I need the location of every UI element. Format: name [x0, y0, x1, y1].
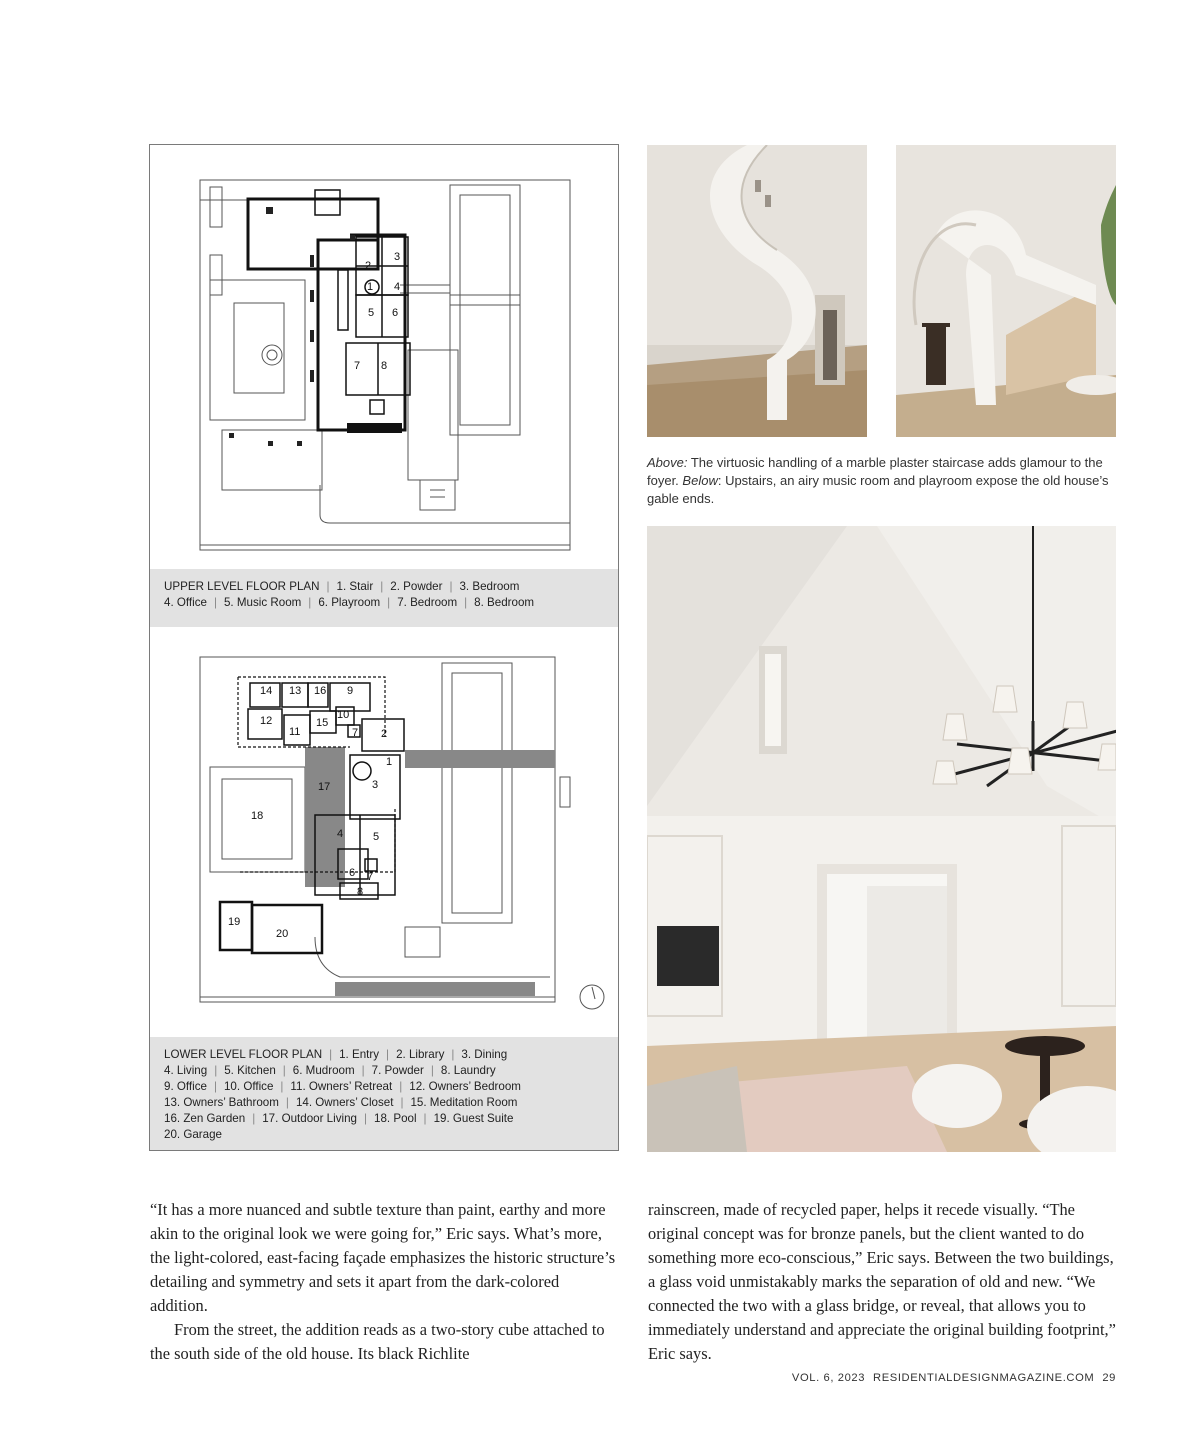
legend-item: 10. Office — [223, 1080, 274, 1093]
lower-room-9: 9 — [347, 685, 354, 697]
lower-room-2: 2 — [381, 728, 388, 740]
legend-item: 11. Owners’ Retreat — [290, 1080, 393, 1093]
legend-item: 15. Meditation Room — [410, 1096, 518, 1109]
legend-line: 13. Owners’ Bathroom | 14. Owners’ Closet | 15. Meditation Room — [164, 1096, 518, 1109]
lower-room-11: 11 — [289, 726, 301, 738]
upper-level-floor-plan — [150, 145, 618, 569]
upper-room-6: 6 — [392, 307, 399, 319]
upper-room-4: 4 — [394, 281, 401, 293]
upper-room-8: 8 — [381, 360, 388, 372]
legend-line: 9. Office | 10. Office | 11. Owners’ Retreat | 12. Owners’ Bedroom — [164, 1080, 521, 1093]
legend-item: 19. Guest Suite — [433, 1112, 514, 1125]
caption-below-label: Below — [682, 473, 718, 488]
lower-room-17: 17 — [318, 781, 331, 793]
legend-item: 4. Office — [164, 596, 207, 609]
legend-item: 1. Entry — [339, 1048, 380, 1061]
lower-room-18: 18 — [251, 810, 264, 822]
legend-item: 12. Owners’ Bedroom — [409, 1080, 521, 1093]
legend-item: 6. Playroom — [318, 596, 381, 609]
legend-item: 3. Bedroom — [459, 580, 520, 593]
staircase-photo-2 — [896, 145, 1116, 437]
lower-plan-drawing — [150, 627, 618, 1037]
legend-line: 4. Living | 5. Kitchen | 6. Mudroom | 7. Powder | 8. Laundry — [164, 1064, 496, 1077]
legend-item: 2. Powder — [390, 580, 443, 593]
upper-room-1: 1 — [367, 281, 374, 293]
body-column-right — [648, 1198, 1118, 1366]
legend-item: 18. Pool — [374, 1112, 417, 1125]
legend-item: 7. Bedroom — [397, 596, 458, 609]
lower-room-4: 4 — [337, 828, 344, 840]
lower-room-14: 14 — [260, 685, 273, 697]
legend-item: 3. Dining — [461, 1048, 508, 1061]
legend-item: 5. Kitchen — [224, 1064, 276, 1077]
legend-item: 13. Owners’ Bathroom — [164, 1096, 279, 1109]
legend-title: LOWER LEVEL FLOOR PLAN — [164, 1048, 323, 1061]
legend-item: 20. Garage — [164, 1128, 223, 1141]
lower-room-16: 16 — [314, 685, 327, 697]
body-paragraph: “It has a more nuanced and subtle texture than paint, earthy and more akin to the original look we were going for,” Eric says. What’s more, the light-colored, east-facing façade emphasizes the historic structure’s detailing and symmetry and sets it apart from the dark-colored addition. — [150, 1200, 616, 1315]
caption-above-text: The virtuosic handling of a marble plaster staircase adds glamour to the foyer. — [647, 455, 1103, 488]
upper-plan-drawing — [150, 145, 618, 569]
legend-item: 14. Owners’ Closet — [295, 1096, 394, 1109]
music-room-photo — [647, 526, 1116, 1152]
folio-volume: VOL. 6, 2023 — [791, 1372, 866, 1384]
legend-item: 17. Outdoor Living — [262, 1112, 357, 1125]
lower-room-13: 13 — [289, 685, 302, 697]
legend-line: 4. Office | 5. Music Room | 6. Playroom | 7. Bedroom | 8. Bedroom — [164, 596, 535, 609]
legend-item: 9. Office — [164, 1080, 207, 1093]
page-number: 29 — [1102, 1372, 1116, 1384]
lower-room-15: 15 — [316, 717, 329, 729]
caption-below-text: : Upstairs, an airy music room and playroom expose the old house’s gable ends. — [647, 473, 1109, 506]
legend-item: 16. Zen Garden — [164, 1112, 246, 1125]
lower-room-12: 12 — [260, 715, 273, 727]
lower-room-7: 7 — [367, 871, 374, 883]
lower-room-8: 8 — [357, 886, 364, 898]
lower-room-20: 20 — [276, 928, 289, 940]
folio-site: RESIDENTIALDESIGNMAGAZINE.COM — [873, 1372, 1095, 1384]
legend-line: 16. Zen Garden | 17. Outdoor Living | 18. Pool | 19. Guest Suite — [164, 1112, 514, 1125]
legend-item: 7. Powder — [371, 1064, 424, 1077]
page-folio — [784, 1372, 1116, 1384]
legend-line — [164, 1127, 604, 1143]
legend-item: 2. Library — [396, 1048, 445, 1061]
legend-line: LOWER LEVEL FLOOR PLAN | 1. Entry | 2. Library | 3. Dining — [164, 1048, 508, 1061]
lower-plan-legend — [150, 1037, 618, 1150]
lower-room-3: 3 — [372, 779, 379, 791]
lower-room-19: 19 — [228, 916, 241, 928]
body-column-left — [150, 1198, 620, 1366]
legend-item: 5. Music Room — [223, 596, 302, 609]
upper-plan-legend — [150, 569, 618, 627]
caption-above-label: Above: — [647, 455, 688, 470]
floor-plan-panel — [149, 144, 619, 1151]
upper-room-5: 5 — [368, 307, 375, 319]
lower-room-6: 6 — [349, 867, 356, 879]
lower-room-10: 10 — [337, 709, 350, 721]
upper-room-2: 2 — [365, 260, 372, 272]
photo-caption — [647, 454, 1117, 508]
upper-room-7: 7 — [354, 360, 361, 372]
staircase-photo-1 — [647, 145, 867, 437]
legend-item: 4. Living — [164, 1064, 208, 1077]
legend-title: UPPER LEVEL FLOOR PLAN — [164, 580, 320, 593]
lower-room-1: 1 — [386, 756, 393, 768]
upper-room-3: 3 — [394, 251, 401, 263]
lower-room-5: 5 — [373, 831, 380, 843]
legend-line: UPPER LEVEL FLOOR PLAN | 1. Stair | 2. Powder | 3. Bedroom — [164, 580, 520, 593]
legend-item: 1. Stair — [336, 580, 374, 593]
body-paragraph: From the street, the addition reads as a two-story cube attached to the south side of the old house. Its black Richlite — [150, 1320, 605, 1363]
legend-item: 6. Mudroom — [292, 1064, 355, 1077]
lower-level-floor-plan — [150, 627, 618, 1037]
body-paragraph: rainscreen, made of recycled paper, helps it recede visually. “The original concept was for bronze panels, but the client wanted to do something more eco-conscious,” Eric says. Between the two buildings, a glass void unmistakably marks the separation of old and new. “We connected the two with a glass bridge, or reveal, that allows you to immediately understand and appreciate the original building footprint,” Eric says. — [648, 1200, 1116, 1363]
legend-item: 8. Bedroom — [474, 596, 535, 609]
lower-room-7-upper: 7 — [352, 727, 359, 739]
legend-item: 8. Laundry — [440, 1064, 496, 1077]
